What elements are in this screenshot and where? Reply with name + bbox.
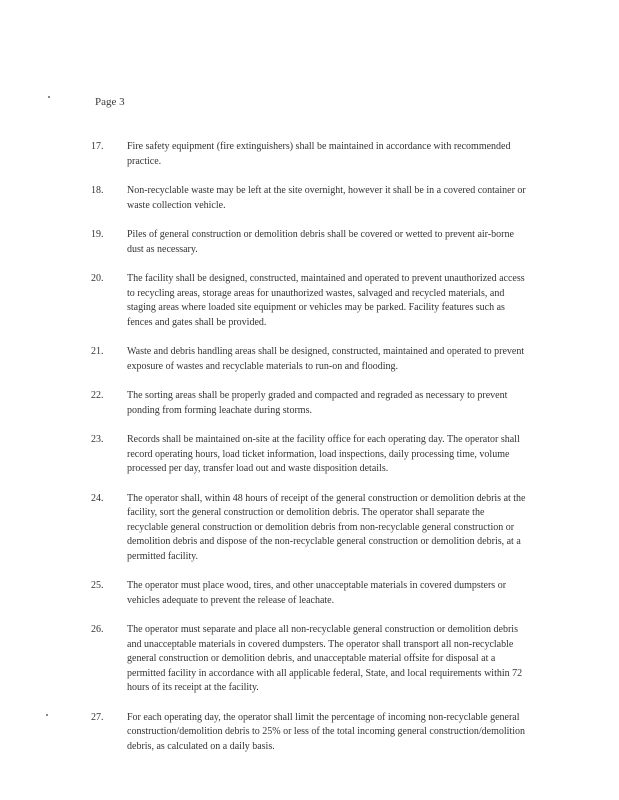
item-text: The operator must place wood, tires, and other unacceptable materials in covered dumpsters or vehicles adequate to prevent the release of leachate.: [127, 580, 507, 606]
list-item: [86, 579, 526, 608]
item-number: 20.: [91, 273, 104, 284]
item-number: 25.: [91, 580, 104, 591]
list-item: [86, 140, 526, 169]
item-number: 26.: [91, 624, 104, 635]
item-text: Piles of general construction or demolition debris shall be covered or wetted to prevent air-borne dust as necessary.: [127, 229, 514, 255]
list-item: [86, 492, 526, 565]
list-item: [86, 345, 526, 374]
list-item: [86, 711, 526, 755]
list-item: [86, 272, 526, 330]
item-number: 22.: [91, 390, 104, 401]
item-text: The facility shall be designed, constructed, maintained and operated to prevent unauthorized access to recycling areas, storage areas for unauthorized wastes, salvaged and recycled materials, and staging areas where loaded site equipment or vehicles may be parked. Facility features such as fences and gates shall be provided.: [127, 273, 525, 328]
item-text: The sorting areas shall be properly graded and compacted and regraded as necessary to prevent ponding from forming leachate during storms.: [127, 390, 508, 416]
item-text: The operator must separate and place all non-recyclable general construction or demolition debris and unacceptable materials in covered dumpsters. The operator shall transport all non-recyclable general construction or demolition debris, and unacceptable material offsite for disposal at a permitted facility in accordance with all applicable federal, State, and local requirements within 72 hours of its receipt at the facility.: [127, 624, 523, 693]
scan-speck: [48, 96, 50, 98]
item-text: Records shall be maintained on-site at the facility office for each operating day. The operator shall record operating hours, load ticket information, load inspections, daily processing time, volume processed per day, transfer load out and waste disposition details.: [127, 434, 520, 474]
item-text: Fire safety equipment (fire extinguishers) shall be maintained in accordance with recommended practice.: [127, 141, 511, 167]
item-number: 27.: [91, 711, 104, 723]
item-text: Waste and debris handling areas shall be designed, constructed, maintained and operated to prevent exposure of wastes and recyclable materials to run-on and flooding.: [127, 346, 525, 372]
scan-speck: [46, 714, 48, 716]
list-item: [86, 623, 526, 696]
numbered-conditions-list: [86, 140, 526, 769]
item-number: 24.: [91, 492, 104, 504]
item-text: Non-recyclable waste may be left at the site overnight, however it shall be in a covered container or waste collection vehicle.: [127, 185, 526, 211]
list-item: [86, 228, 526, 257]
item-text: The operator shall, within 48 hours of receipt of the general construction or demolition debris at the facility, sort the general construction or demolition debris. The operator shall separate the recyclable general construction or demolition debris from non-recyclable general construction or demolition debris and dispose of the non-recyclable general construction or demolition debris, at a permitted facility.: [127, 492, 526, 562]
item-number: 21.: [91, 346, 104, 357]
page-number-header: Page 3: [95, 96, 125, 108]
list-item: [86, 389, 526, 418]
item-number: 19.: [91, 229, 104, 240]
item-number: 23.: [91, 434, 104, 445]
list-item: [86, 433, 526, 477]
item-number: 17.: [91, 141, 104, 152]
item-number: 18.: [91, 185, 104, 196]
item-text: For each operating day, the operator shall limit the percentage of incoming non-recyclable general construction/demolition debris to 25% or less of the total incoming general construction/demolition debris, as calculated on a daily basis.: [127, 711, 525, 752]
list-item: [86, 184, 526, 213]
